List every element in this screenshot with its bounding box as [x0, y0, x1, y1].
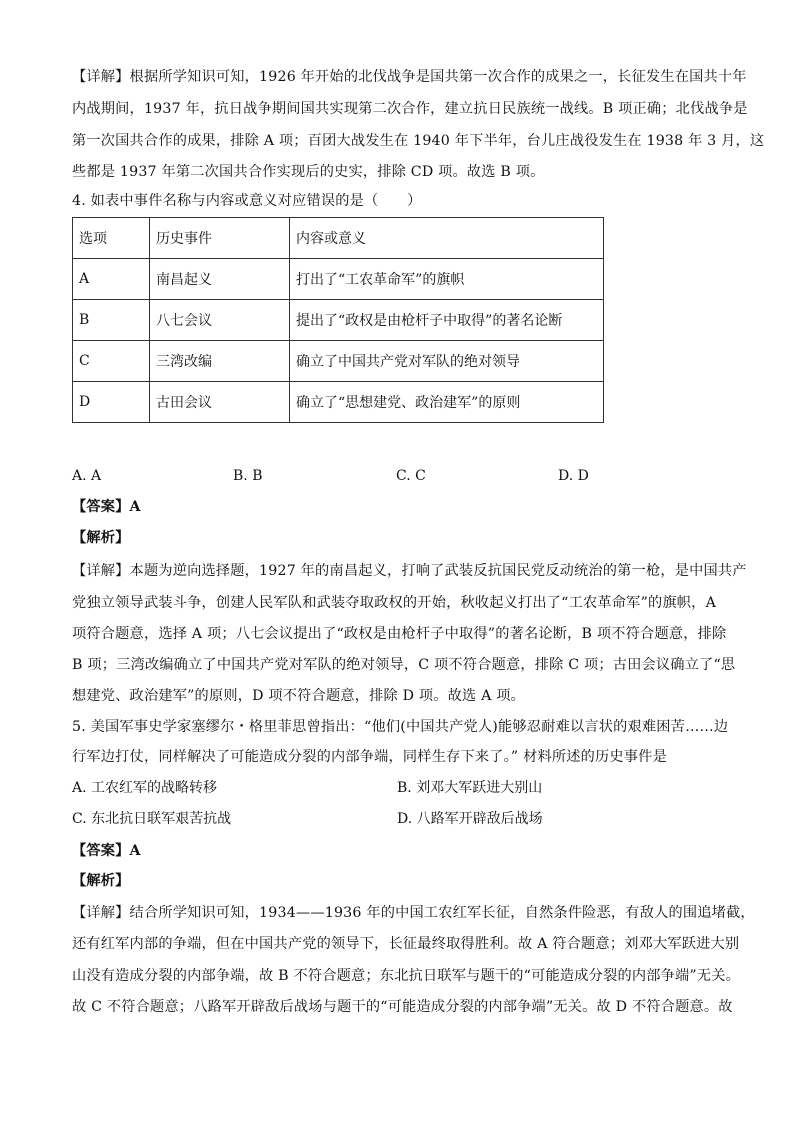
table-cell: 南昌起义 — [150, 259, 290, 300]
table-cell: D — [73, 382, 150, 423]
q5-detail-line-4: 故 C 不符合题意；八路军开辟敌后战场与题干的“可能造成分裂的内部争端”无关。故 D 不符合题意。故 — [72, 999, 733, 1015]
para1-line-3: 第一次国共合作的成果，排除 A 项；百团大战发生在 1940 年下半年，台儿庄战役发生在 1938 年 3 月，这 — [72, 133, 765, 149]
q4-detail-line-5: 想建党、政治建军”的原则，D 项不符合题意，排除 D 项。故选 A 项。 — [72, 688, 526, 704]
table-header-cell: 选项 — [73, 218, 150, 259]
q4-analysis-label: 【解析】 — [72, 530, 130, 546]
q5-answer: 【答案】A — [72, 843, 141, 859]
table-header-cell: 内容或意义 — [290, 218, 604, 259]
q4-answer: 【答案】A — [72, 499, 141, 515]
q5-stem-line-2: 行军边打仗，同样解决了可能造成分裂的内部争端，同样生存下来了。” 材料所述的历史事件是 — [72, 749, 667, 765]
q5-option-a: A. 工农红军的战略转移 — [72, 780, 218, 796]
q4-option-c: C. C — [396, 468, 426, 484]
table-row — [73, 259, 604, 300]
q4-option-a: A. A — [72, 468, 102, 484]
para1-line-2: 内战期间，1937 年，抗日战争期间国共实现第二次合作，建立抗日民族统一战线。B 项正确；北伐战争是 — [72, 101, 748, 117]
q5-analysis-label: 【解析】 — [72, 873, 130, 889]
table-cell: 确立了“思想建党、政治建军”的原则 — [290, 382, 604, 423]
q4-detail-line-1: 【详解】本题为逆向选择题，1927 年的南昌起义，打响了武装反抗国民党反动统治的第一枪，是中国共产 — [72, 563, 747, 579]
table-header-cell: 历史事件 — [150, 218, 290, 259]
table-cell: B — [73, 300, 150, 341]
table-row — [73, 382, 604, 423]
q4-detail-line-4: B 项；三湾改编确立了中国共产党对军队的绝对领导，C 项不符合题意，排除 C 项；古田会议确立了“思 — [72, 657, 736, 673]
table-cell: 三湾改编 — [150, 341, 290, 382]
table-header-row — [73, 218, 604, 259]
table-row — [73, 300, 604, 341]
q5-detail-line-2: 还有红军内部的争端，但在中国共产党的领导下，长征最终取得胜利。故 A 符合题意；刘邓大军跃进大别 — [72, 936, 740, 952]
q5-option-d: D. 八路军开辟敌后战场 — [397, 811, 543, 827]
q4-detail-line-3: 项符合题意，选择 A 项；八七会议提出了“政权是由枪杆子中取得”的著名论断，B 项不符合题意，排除 — [72, 626, 727, 642]
q4-stem: 4. 如表中事件名称与内容或意义对应错误的是（ ） — [72, 193, 422, 209]
para1-line-1: 【详解】根据所学知识可知，1926 年开始的北伐战争是国共第一次合作的成果之一，长征发生在国共十年 — [72, 69, 747, 85]
q5-stem-line-1: 5. 美国军事史学家塞缪尔・格里菲思曾指出：“他们(中国共产党人)能够忍耐难以言状的艰难困苦……边 — [72, 719, 729, 735]
para1-line-4: 些都是 1937 年第二次国共合作实现后的史实，排除 CD 项。故选 B 项。 — [72, 164, 545, 180]
q5-detail-line-1: 【详解】结合所学知识可知，1934——1936 年的中国工农红军长征，自然条件险恶，有敌人的围追堵截， — [72, 905, 755, 921]
table-cell: 打出了“工农革命军”的旗帜 — [290, 259, 604, 300]
table-cell: 提出了“政权是由枪杆子中取得”的著名论断 — [290, 300, 604, 341]
q4-option-d: D. D — [558, 468, 589, 484]
table-cell: 确立了中国共产党对军队的绝对领导 — [290, 341, 604, 382]
q4-table — [72, 217, 604, 423]
q5-option-b: B. 刘邓大军跃进大别山 — [397, 780, 543, 796]
table-row — [73, 341, 604, 382]
q5-detail-line-3: 山没有造成分裂的内部争端，故 B 不符合题意；东北抗日联军与题干的“可能造成分裂的内部争端”无关。 — [72, 968, 741, 984]
q4-detail-line-2: 党独立领导武装斗争，创建人民军队和武装夺取政权的开始，秋收起义打出了“工农革命军”的旗帜，A — [72, 595, 717, 611]
table-cell: A — [73, 259, 150, 300]
q5-option-c: C. 东北抗日联军艰苦抗战 — [72, 811, 232, 827]
table-cell: 古田会议 — [150, 382, 290, 423]
q4-option-b: B. B — [233, 468, 263, 484]
table-cell: C — [73, 341, 150, 382]
table-cell: 八七会议 — [150, 300, 290, 341]
